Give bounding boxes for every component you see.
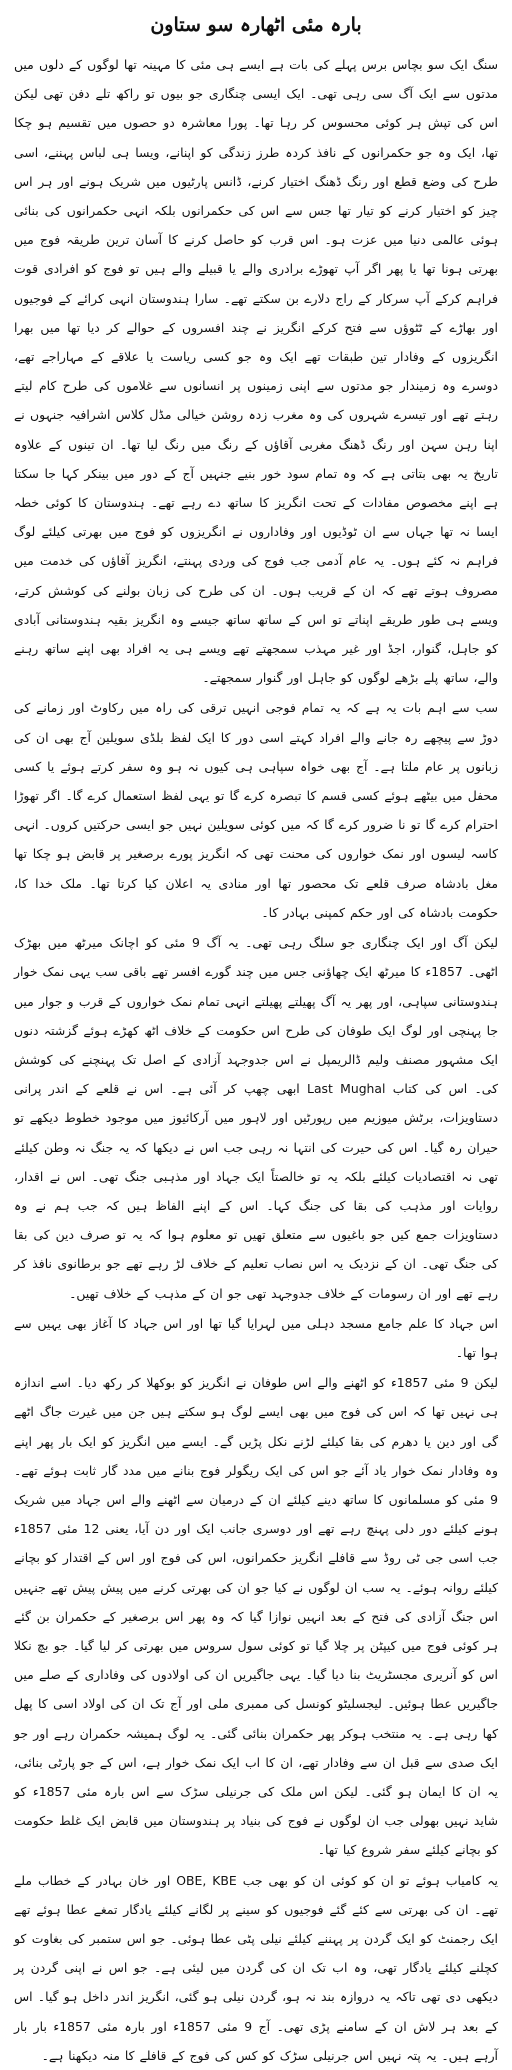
- article-paragraph: یہ کامیاب ہوئے تو ان کو کوئی ان کو بھی جب OBE, KBE اور خان بہادر کے خطاب ملے تھے۔ ان کی بھرتی سے کئے گئے فوجیوں کو سینے پر لگانے کیلئے یادگار تمغے عطا ہوئے تھے ایک رجمنٹ کو ایک گردن پر پہننے کیلئے نیلی پٹی عطا ہوئی۔ جو اس ستمبر کی بغاوت کو کچلنے کیلئے یادگار تھی، وہ اب تک ان کی گردن میں لیئی ہے۔ جو اس نے اپنی گردن پر دیکھی دی تھی تاکہ یہ دروازہ بند نہ ہو، گردن نیلی ہو گئی، انگریز اندر داخل ہو گیا۔ اس کے بعد ہر لاش ان کے سامنے پڑی تھی۔ آج 9 مئی 1857ء اور بارہ مئی 1857ء بار بار آرہے ہیں۔ یہ پتہ نہیں اس جرنیلی سڑک کو کس کی فوج کے قافلے کا منہ دیکھنا ہے۔: [14, 1872, 499, 2063]
- article-paragraph: سب سے اہم بات یہ ہے کہ یہ تمام فوجی انہیں ترقی کی راہ میں رکاوٹ اور زمانے کی دوڑ سے پیچھے رہ جانے والے افراد کہتے اسی دور کا ایک لفظ بلڈی سویلین آج بھی ان کی زبانوں پر عام ملتا ہے۔ آج بھی خواہ سپاہی ہی کیوں نہ ہو وہ سفر کرتے ہوئے یا کسی محفل میں بیٹھے ہوئے کسی قسم کا تبصرہ کرے گا تو یہی لفظ استعمال کرے گا۔ اگر تھوڑا احترام کرے گا تو نا ضرور کرے گا کہ میں کوئی سویلین نہیں جو ایسی حرکتیں کروں۔ انہی کاسہ لیسوں اور نمک خواروں کی محنت تھی کہ انگریز پورے برصغیر پر قابض ہو چکا تھا مغل بادشاہ صرف قلعے تک محصور تھا اور منادی یہ اعلان کیا کرتا تھا۔ ملک خدا کا، حکومت بادشاہ کی اور حکم کمپنی بہادر کا۔: [14, 700, 498, 920]
- article-paragraph: لیکن 9 مئی 1857ء کو اٹھنے والے اس طوفان نے انگریز کو بوکھلا کر رکھ دیا۔ اسے اندازہ ہی نہیں تھا کہ اس کی فوج میں بھی ایسے لوگ ہو سکتے ہیں جن میں غیرت جاگ اٹھے گی اور دین یا دھرم کی بقا کیلئے لڑنے نکل پڑیں گے۔ ایسے میں انگریز کو ایک بار پھر اپنے وہ وفادار نمک خوار یاد آئے جو اس کی ایک ریگولر فوج بنانے میں مدد گار ثابت ہوئے تھے۔ 9 مئی کو مسلمانوں کا ساتھ دینے کیلئے ان کے درمیان سے اٹھنے والے اس جہاد میں شریک ہونے کیلئے دور دلی پہنچ رہے تھے اور دوسری جانب ایک اور دن آیا، یعنی 12 مئی 1857ء جب اسی جی ٹی روڈ سے قافلے انگریز حکمرانوں، اس کی فوج اور اس کے اقتدار کو بچانے کیلئے روانہ ہوئے۔ یہ سب ان لوگوں نے کیا جو ان کی بھرتی کرنے میں پیش پیش تھے جنہیں اس جنگ آزادی کی فتح کے بعد انہیں نوازا گیا کہ وہ پھر اس برصغیر کے حکمران بن گئے ہر کوئی فوج میں کیپٹن پر چلا گیا تو کوئی سول سروس میں بھرتی کر لیا گیا۔ جو بچ نکلا اس کو آنریری مجسٹریٹ بنا دیا گیا۔ یہی جاگیریں ان کی اولادوں کی وفاداری کے صلے میں جاگیریں عطا ہوئیں۔ لیجسلیٹو کونسل کی ممبری ملی اور آج تک ان کی اولاد اسی کا پھل کھا رہی ہے۔ یہ منتخب ہوکر پھر حکمران بنائی گئی۔ یہ لوگ ہمیشہ حکمران رہے اور جو ایک صدی سے قبل ان سے وفادار تھے، ان کا اب ایک نمک خوار ہے، اس کے جو پارٹی بنائی، یہ ان کا ایمان ہو گئی۔ لیکن اس ملک کی جرنیلی سڑک سے اس بارہ مئی 1857ء کو شاید نہیں بھولی جب ان لوگوں نے فوج کی بنیاد پر ہندوستان میں قابض ایک غلط حکومت کو بچانے کیلئے سفر شروع کیا تھا۔: [14, 1375, 499, 1858]
- article-body: [14, 50, 498, 2070]
- article-paragraph: لیکن آگ اور ایک چنگاری جو سلگ رہی تھی۔ یہ آگ 9 مئی کو اچانک میرٹھ میں بھڑک اٹھی۔ 1857ء کا میرٹھ ایک چھاؤنی جس میں چند گورے افسر تھے باقی سب یہی نمک خوار ہندوستانی سپاہی، اور پھر یہ آگ پھیلتے پھیلتے انہی تمام نمک خواروں کے قرب و جوار میں جا پہنچی اور لوگ ایک طوفان کی طرح اس حکومت کے خلاف اٹھ کھڑے ہوئے گزشتہ دنوں ایک مشہور مصنف ولیم ڈالریمپل نے اس جدوجہد آزادی کے اصل تک پہنچنے کی کوشش کی۔ اس کی کتاب Last Mughal ابھی چھپ کر آئی ہے۔ اس نے قلعے کے اندر پرانی دستاویزات، برٹش میوزیم میں رپورٹیں اور لاہور میں آرکائیوز میں موجود خطوط دیکھے تو حیران رہ گیا۔ اس کی حیرت کی انتہا نہ رہی جب اس نے دیکھا کہ یہ جنگ نہ وطن کیلئے تھی نہ اقتصادیات کیلئے بلکہ یہ تو خالصتاً ایک جہاد اور مذہبی جنگ تھی۔ اس نے اقدار، روایات اور مذہب کی بقا کی جنگ کہا۔ اس کے اپنے الفاظ ہیں کہ جب ہم نے وہ دستاویزات جمع کیں جو باغیوں سے متعلق تھیں تو معلوم ہوا کہ یہ تو صرف دین کی بقا کی جنگ تھی۔ ان کے نزدیک یہ اس نصاب تعلیم کے خلاف لڑ رہے تھے جو برطانوی نافذ کر رہے تھے اور ان رسومات کے خلاف جدوجہد تھی جو ان کے مذہب کے خلاف تھیں۔: [14, 935, 498, 1301]
- article-paragraph: سنگ ایک سو بچاس برس پہلے کی بات ہے ایسے ہی مئی کا مہینہ تھا لوگوں کے دلوں میں مدتوں سے ایک آگ سی رہی تھی۔ ایک ایسی چنگاری جو بیوں تو راکھ تلے دفن تھی لیکن اس کی تپش ہر کوئی محسوس کر رہا تھا۔ پورا معاشرہ دو حصوں میں تقسیم ہو چکا تھا، ایک وہ جو حکمرانوں کے نافذ کردہ طرز زندگی کو اپنانے، ویسا ہی لباس پہننے، اسی طرح کی وضع قطع اور رنگ ڈھنگ اختیار کرنے، ڈانس پارٹیوں میں شریک ہونے اور ہر اس چیز کو اختیار کرنے کو تیار تھا جس سے اس کی حکمرانوں بلکہ انہی حکمرانوں کی بنائی ہوئی عالمی دنیا میں عزت ہو۔ اس قرب کو حاصل کرنے کا آسان ترین طریقہ فوج میں بھرتی ہونا تھا یا پھر اگر آپ تھوڑے برادری والے یا قبیلے والے ہیں تو فوج کو افرادی قوت فراہم کرکے آپ سرکار کے راج دلارے بن سکتے تھے۔ سارا ہندوستان انہی کرائے کے فوجیوں اور بھاڑے کے ٹٹوؤں سے فتح کرکے انگریز نے چند افسروں کے حوالے کر دیا تھا میں بھرا انگریزوں کے وفادار تین طبقات تھے ایک وہ جو کسی ریاست یا علاقے کے مہاراجے تھے، دوسرے وہ زمیندار جو مدتوں سے اپنی زمینوں پر انسانوں سے غلاموں کی طرح کام لیتے رہتے تھے اور تیسرے شہروں کی وہ مغرب زدہ روشن خیالی مڈل کلاس اشرافیہ جنہوں نے اپنا رہن سہن اور رنگ ڈھنگ مغربی آقاؤں کے رنگ میں رنگ لیا تھا۔ ان تینوں کے علاوہ تاریخ یہ بھی بتاتی ہے کہ وہ تمام سود خور بنیے جنہیں آج کے دور میں بینکر کہا جا سکتا ہے اپنے مخصوص مفادات کے تحت انگریز کا ساتھ دے رہے تھے۔ ہندوستان کا کوئی خطہ ایسا نہ تھا جہاں سے ان ٹوڈیوں اور وفاداروں نے انگریزوں کو فوج میں بھرتی کیلئے لوگ فراہم نہ کئے ہوں۔ یہ عام آدمی جب فوج کی وردی پہنتے، انگریز آقاؤں کی خدمت میں مصروف ہوتے تھے کہ ان کے قریب ہوں۔ ان کی طرح کی زبان بولنے کی کوشش کرتے، ویسے ہی طور طریقے اپناتے تو اس کے ساتھ ساتھ جیسے وہ انگریز بقیہ ہندوستانی آبادی کو جاہل، گنوار، اجڈ اور غیر مہذب سمجھتے تھے ویسے ہی یہ افراد بھی اپنے ساتھ رہنے والے، ساتھ پلے بڑھے لوگوں کو جاہل اور گنوار سمجھتے۔: [14, 57, 498, 686]
- article-headline: بارہ مئی اٹھارہ سو ستاون: [150, 14, 362, 36]
- article-paragraph: اس جہاد کا علم جامع مسجد دہلی میں لہرایا گیا تھا اور اس جہاد کا آغاز بھی یہیں سے ہوا تھا۔: [14, 1315, 498, 1360]
